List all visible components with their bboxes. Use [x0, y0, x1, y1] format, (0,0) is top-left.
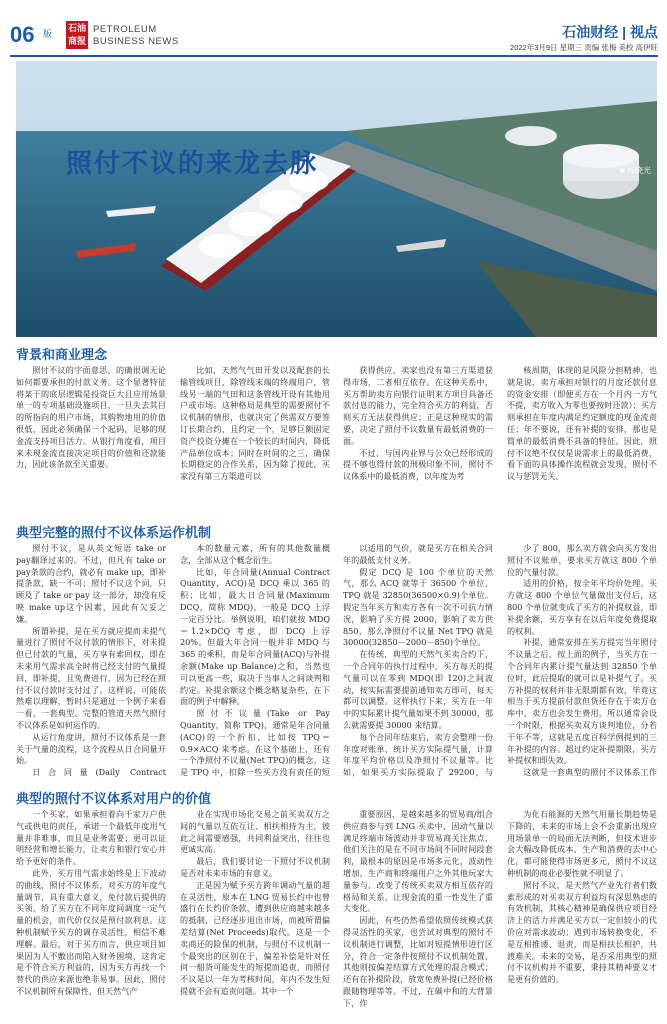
section3-column-1: [16, 809, 166, 1019]
section1-column-4: [507, 365, 657, 506]
paragraph: 日合同量(Daily Contract: [32, 767, 166, 778]
paragraph: 此外，买方用气需求始终是上下波动的曲线，照付不议体系，对买方的年度气量调节，具有重大意义，免付款后提供的买领，给了买方在不同年度间调度一定气量的机会，而代价仅仅是预付款利息。这种机制赋予买方的调存灵活性，相信不难理解。最后，对于买方而言，供应项目如果因为人不敷出而陷入财务困境，这肯定是不符合买方利益的，因为买方再找一个替代的供应来源也绝非易事。因此，照付不议机制所有保障性，但天然气产: [16, 867, 166, 996]
page-unit: 版: [43, 29, 53, 39]
header-rule: [10, 55, 658, 57]
paragraph: 为化石能源的天然气用量长期趋势是下降的，未来的市场上会不会重新出现应用场景单一的局面无法判断，但技术进步会大幅改降低成本，生产和消费的去中心化，都可能使得市场更多元，照付不议这种机制的商业必要性就不明显了。: [507, 809, 657, 878]
newspaper-name-line2: BUSINESS NEWS: [93, 36, 179, 47]
section2-column-4: [507, 543, 657, 779]
paragraph: 照付不议的字面意思，的确很调无论如何都要承担的付款义务。这个显著特征将某于的底层逻辑是投资巨大且应用场景单一的专项基础设施项目，一旦失去其目的所指向的用户市场，其购物地用的价值很低，因此必须确保一个起码，足够的现金流支持项目活力。从银行角度看，项目来未现金流直接决定项目的价值和还款能力，因此该条款至关重要。: [16, 365, 166, 470]
paragraph: 这就是一套典型的照付不议体系工作: [523, 767, 657, 778]
page-number: 06: [10, 22, 35, 47]
paragraph: 因此，有些仍然希望依照传统模式获得灵活性的买家，也尝试对典型的照付不议机制进行调整，比如对短提情形进行区分，符合一定条件按照付不议机制处置，其他则按偏差结算方式处理的混合模式；还有在补提阶段，放宽免费补提(已经价格跟随物理等等。不过，在碳中和的大背景下，作: [343, 915, 493, 1008]
paragraph: 本的数量元素，所有的其他数量概念，全部从这个概念衍生。: [180, 543, 330, 565]
section1-column-2: [180, 365, 330, 506]
paragraph: 业在实现市场化交易之前买卖双方之间的气量以互依互让、相扶相持为主，彼此之间需要感强，共同利益突出，往往也更诚实高。: [180, 809, 330, 855]
photo-illustration: [16, 61, 657, 337]
paragraph: 获得供应，卖家也没有第三方渠道获得市场，二者相互依存。在这种关系中，买方帮助卖方向银行证明来方项目具备还款付息的能力，完全符合买方的利益，否则买方无法获得供应；正是这种现实的需要，决定了照付不议数量有最低消费的一面。: [343, 365, 493, 446]
page-header: [0, 0, 667, 58]
paragraph: 每个合同年结束后，卖方会整理一份年度对账单，统计买方实际提气量，计算年度平均价格以及净照付不议量等。比如，如果买方实际提取了 29200，与: [343, 731, 493, 778]
section-title: 石油财经 | 视点: [562, 24, 658, 40]
paragraph: 重要原因，是越来越多的贸易商/组合供应商参与到 LNG 买卖中，因动气量以满足终端市场波动并非贸易商关注焦点，他们关注的是在不同市场间不同时间段套利，最根本的原因是市场多元化，波动性增加，生产商和终端用户之外其他玩家大量参与，改变了传统买卖双方相互依存的格局和关系，让现金流的重一性发生了重大变化。: [343, 809, 493, 914]
lng-port-photo: [16, 61, 657, 337]
paragraph: 少了 800，那么卖方就会向买方发出照付不议账单，要求买方就这 800 个单位的气量付款。: [507, 543, 657, 577]
newspaper-name-line1: PETROLEUM: [93, 24, 157, 35]
paragraph: 比如，天然气气田开发以及配套的长输管线项目，除管线末端的终端用户，管线另一端的气田和这条管线开设有其他用户或市场。这种格局是典型的需要照付不议机制的情形，也就决定了供需双方要签订长期合约，且约定一个，足够巨额固定资产投资分摊在一个较长的时间内，降低产品单位成本；同时在时间的之三，确保长期稳定的合作关系，因为除了按此，买家没有第三方渠道可以: [180, 365, 330, 482]
paragraph: 补提，通常安排在买方提完当年照付不议量之后，按上面的例子，当买方在一个合同年内累计提气量达到 32850 个单位时，此后提取的就可以是补提气了。买方补提的权利并非无限期都有效，毕竟这相当于买方提前付款但货还存在于卖方仓库中，卖方也会发生费用，所以通常会设一个时限，根据买卖双方谈判地位，分若干年不等，这就是五度百科学例提到的三年补提的内容。超过约定补提期限，买方补提权和即失效。: [507, 637, 657, 766]
photo-author: 杨晓光: [627, 166, 652, 175]
paragraph: 在传统，典型的天然气买卖合约下，一个合同年的执行过程中，买方每天的提气量可以在零到 MDQ(即 120)之间波动，按实际需要提前通知卖方即可，每天都可以调整。这样执行下来，买方在一年中的实际累计提气量如果不到 30000，那么就需要提 30000 来结算。: [343, 649, 493, 730]
paragraph: 核周期，体现的是风险分担精神，也就是说，卖方承担对银行的月度还款付息的资金安排（即便买方在一个月内一方气不提，卖方收入为零也要按时还款）；买方则承担在年度内满足约定额度的现金流责任；年不要说，还有补提的安排，那也是简单的最低消费不具备的特征。因此，照付不议绝不仅仅是说需求上的最低消费，看下面的具体操作流程就会发现，照付不议与惩罚无关。: [507, 365, 657, 482]
camera-icon: ■: [620, 166, 628, 175]
paragraph: 所谓补提，是在买方就应提而未提气量进行了照付不议付款的情形下，对未提但已付款的气量，买方享有索回权，即在未来用气需求高全时将已经支付的气量提回，即补提，且免费进行，因为已经在照付不议付款时支付过了。这样说，可能依然难以理解，暂时只是通过一个例子来看一看，一套典型、完整的管道天然气照付不议体系是如何运作的。: [16, 625, 166, 730]
section2-column-1: [16, 543, 166, 779]
paragraph: 正是因为赋予买方跨年调动气量的超在灵活性，原本在 LNG 贸易长约中也曾盛行在长约价条款，遭到供应商越来越多的抵制，已经逐步退出市场，而被所谓偏差结算(Net Proceeds)取代。这是一个卖商还的险保的机制，与照付不议机制一个最突出的区别在于，偏差补偿是针对任何一船货可能发生的短提而追责，而照付不议是以一年为考核时间，年内不发生短提就不会有追责问题。其中一个: [180, 879, 330, 996]
photo-credit: [620, 165, 651, 176]
paragraph: 比如，年合同量(Annual Contract Quantity，ACQ)是 DCQ 乘以 365 的积；比如，最大日合同量(Maximum DCQ，简称 MDQ)，一般是 DCQ 上浮一定百分比。举例说明，咱们就按 MDQ＝1.2×DCQ 考虑，即 DCQ 上浮 20%。但最大年合同一般并非 MDQ 与 365 的乘积，而是年合同量(ACQ)与补提余额(Make up Balance)之和，当然也可以更高一些，取决于当事人之间谈判和约定。补提余额这个概念略复杂些，在下面的例子中解释。: [180, 566, 330, 707]
section3-column-4: [507, 809, 657, 1019]
section2-column-3: [343, 543, 493, 779]
section2-column-2: [180, 543, 330, 779]
paragraph: 一个买家，如果承担着向千家万户供气或供电的责任，承诺一个最低年度用气量并非难事，而且是业务需要；更可以证明经营和增长能力，让卖方和银行安心并给予更好的条件。: [16, 809, 166, 867]
paragraph: 照付不议，是天然气产业先行者们数索形成的对买卖双方利益均有深思熟虑的有效机制，其核心精神是确保供应项目经济上的活力并满足买方以一定但较小的代价应对需求波动；遇到市场转换变化，不是互相推诿、退责，而是相扶长相护，共渡难关。未来的交易，是否采用典型的照付不议机构并不重要，秉持其精神要义才是更有价值的。: [507, 879, 657, 985]
newspaper-name: [93, 24, 179, 48]
section1-column-3: [343, 365, 493, 506]
paragraph: 以适用的气价，就是买方在相关合同年的最低支付义务。: [343, 543, 493, 565]
date-line: 2022年3月9日 星期三 责编 张梅 美校 高伊旺: [510, 43, 658, 52]
paragraph: 假定 DCQ 是 100 个单位的天然气，那么 ACQ 就等于 36500 个单位，TPQ 就是 32850(36500×0.9)个单位。假定当年买方和卖方各有一次不可抗力情况，影响了买方提 2000，影响了卖方供 850，那么净照付不议量 Net TPQ 就是 30000(32850－2000－850)个单位。: [343, 566, 493, 648]
paragraph: 不过，与国内业界与公众已经形成的提不够也得付款的刑极印象不同，照付不议体系中的最低消费，以年度为考: [343, 447, 493, 482]
section3-column-2: [180, 809, 330, 1019]
section3-column-3: [343, 809, 493, 1019]
paragraph: 照付不议，是从英文短语 take or pay翻译过来的。不过，但凡有 take or pay条款的合约，就必有 make up，即补提条款，缺一不可；照付不议这个词，只顾及了 take or pay 这一部分，却没有反映 make up这个因素，因此有欠妥之嫌。: [16, 543, 166, 624]
paragraph: 最后，我们要讨论一下照付不议机制是否对未来市场的有意义。: [180, 856, 330, 878]
paragraph: 从运行角度讲，照付不议体系是一套关于气量的流程，这个流程从日合同量开始。: [16, 731, 166, 766]
section-heading-2: 典型完整的照付不议体系运作机制: [16, 526, 212, 541]
paragraph: 适用的价格，按全年平均价处理。买方就这 800 个单位气量做出支付后，这 800 个单位就变成了买方的补提权益，即补提余额，买方享有在以后年度免费提取的权利。: [507, 578, 657, 636]
newspaper-logo: 石油 商报: [66, 21, 88, 49]
section-heading-3: 典型的照付不议体系对用户的价值: [16, 792, 212, 807]
section1-column-1: [16, 365, 166, 506]
paragraph: 照付不议量(Take or Pay Quantity，简称 TPQ)，通常是年合同量(ACQ)的一个折扣，比如按 TPQ＝0.9×ACQ 来考虑。在这个基础上，还有一个净照付不议量(Net TPQ)的概念，这是 TPQ 中，扣除一些买方没有责任的短: [180, 708, 330, 778]
article-title: 照付不议的来龙去脉: [66, 149, 319, 179]
section-heading-1: 背景和商业理念: [16, 348, 108, 363]
